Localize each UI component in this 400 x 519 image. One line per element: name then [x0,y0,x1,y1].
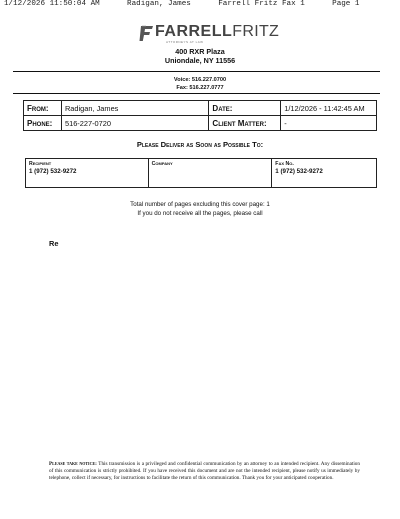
fax-timestamp: 1/12/2026 11:50:04 AM [4,0,100,8]
fax-page-number: Page 1 [332,0,360,8]
fax-no-value: 1 (972) 532-9272 [272,167,377,188]
phone-value: 516-227-0720 [61,116,208,131]
recipient-header: Recipient [26,159,149,168]
date-label: Date: [209,101,281,116]
logo-tagline: ATTORNEYS AT LAW [166,40,204,44]
fax-transmission-header [4,0,396,10]
date-value: 1/12/2026 - 11:42:45 AM [281,101,377,116]
from-label: From: [24,101,62,116]
company-header: Company [148,159,272,168]
logo-wordmark [155,23,279,41]
address-line-2: Uniondale, NY 11556 [164,56,236,65]
client-matter-value: - [281,116,377,131]
total-pages-text: Total number of pages excluding this cover page: 1 [130,201,270,208]
logo-mark-icon [138,24,156,42]
divider-middle [13,93,380,94]
address-line-1: 400 RXR Plaza [175,47,225,56]
notice-body: This transmission is a privileged and confidential communication by an attorney to an intended recipient. Any dissemination of this communication is strictly prohibited. If you have received this document and are not the intended recipient, please notify us immediately by telephone, collect if necessary, for instructions to facilitate the return of this communication. Thank you for your anticipated cooperation. [49,461,360,481]
logo-word-thin: FRITZ [232,23,280,40]
fax-no-header: Fax No. [272,159,377,168]
sender-info-table [23,100,377,131]
fax-number: Fax: 516.227.0777 [176,85,224,91]
company-value [148,167,272,188]
recipient-table [25,158,377,188]
divider-top [13,71,380,72]
client-matter-label: Client Matter: [209,116,281,131]
re-label: Re [49,239,59,248]
fax-sender: Radigan, James [127,0,191,8]
recipient-value: 1 (972) 532-9272 [26,167,149,188]
missing-pages-text: If you do not receive all the pages, please call [137,210,263,217]
company-logo [138,21,288,43]
notice-lead: Please take notice: [49,461,97,467]
confidentiality-notice [49,461,360,481]
fax-machine: Farrell Fritz Fax 1 [218,0,305,8]
phone-label: Phone: [24,116,62,131]
from-value: Radigan, James [61,101,208,116]
deliver-heading: Please Deliver as Soon as Possible To: [136,140,264,149]
voice-number: Voice: 516.227.0700 [173,77,227,83]
logo-word-bold: FARRELL [155,23,233,40]
